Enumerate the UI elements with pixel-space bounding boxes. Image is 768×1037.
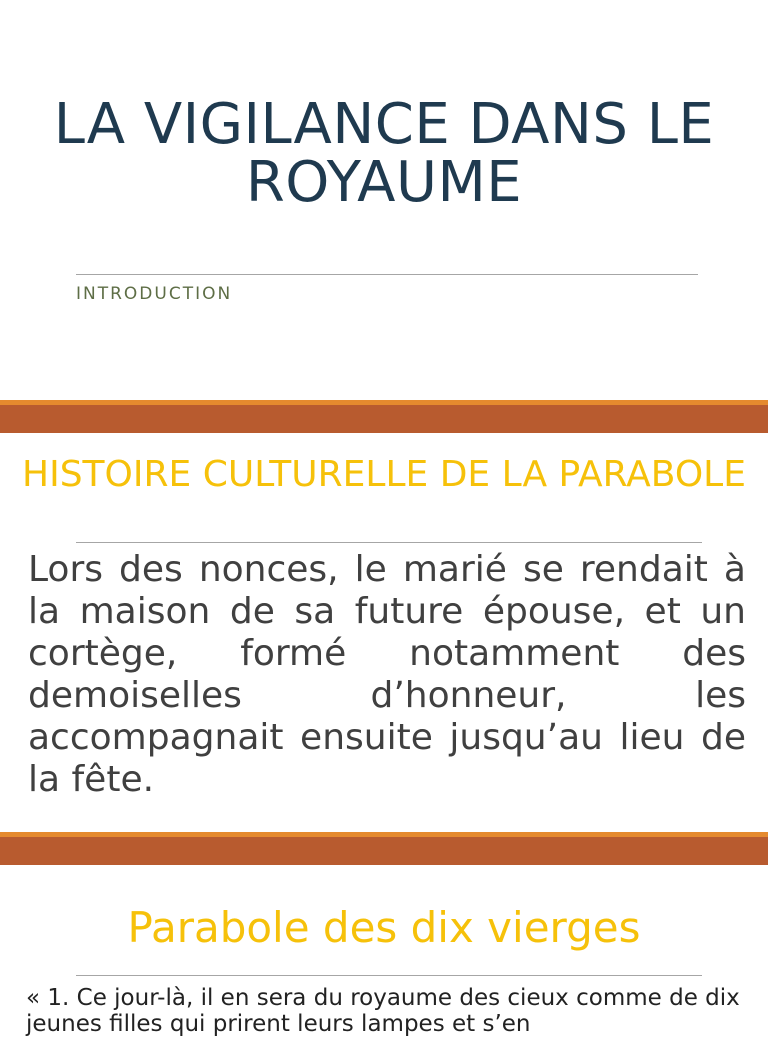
heading-divider	[76, 542, 702, 543]
slide-heading: HISTOIRE CULTURELLE DE LA PARABOLE	[22, 454, 746, 495]
slide-parable	[0, 865, 768, 1037]
slide-separator	[0, 400, 768, 433]
title-divider	[76, 274, 698, 275]
slide-title	[0, 0, 768, 400]
slide-title-heading: LA VIGILANCE DANS LE ROYAUME	[53, 92, 715, 215]
slide-cultural-history	[0, 433, 768, 832]
slide-heading: Parabole des dix vierges	[127, 903, 641, 952]
heading-divider	[76, 975, 702, 976]
slide-separator	[0, 832, 768, 865]
slide-body-text: Lors des nonces, le marié se rendait à la maison de sa future épouse, et un cortège, formé notamment des demoiselles d’honneur, les accompagnait ensuite jusqu’au lieu de la fête.	[28, 549, 746, 800]
slide-quote-text: « 1. Ce jour-là, il en sera du royaume des cieux comme de dix jeunes filles qui prirent leurs lampes et s’en	[26, 985, 740, 1037]
slide-subtitle: INTRODUCTION	[76, 284, 233, 304]
